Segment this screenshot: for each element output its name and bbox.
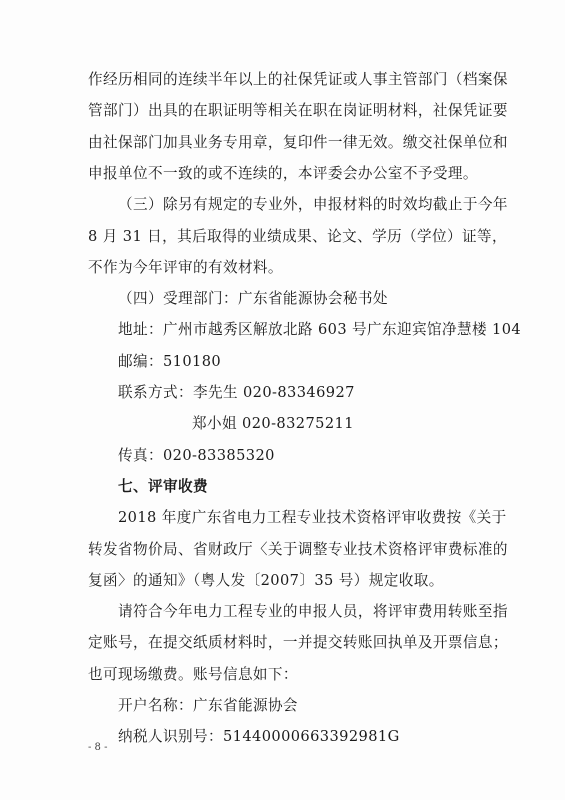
paragraph-line: 复函〉的通知》（粤人发〔2007〕35 号）规定收取。: [88, 571, 444, 589]
postcode-line: 邮编：510180: [118, 352, 222, 370]
contact-line-2: 郑小姐 020-83275211: [192, 415, 354, 433]
address-line: 地址：广州市越秀区解放北路 603 号广东迎宾馆净慧楼 104: [118, 321, 522, 339]
paragraph-line: 管部门）出具的在职证明等相关在职在岗证明材料，社保凭证要: [88, 102, 508, 120]
account-name-line: 开户名称：广东省能源协会: [118, 697, 298, 714]
paragraph-line: 申报单位不一致的或不连续的，本评委会办公室不予受理。: [88, 164, 478, 182]
paragraph-line: 不作为今年评审的有效材料。: [88, 258, 283, 276]
paragraph-line: （三）除另有规定的专业外，申报材料的时效均截止于今年: [118, 196, 508, 214]
paragraph-line: 转发省物价局、省财政厅〈关于调整专业技术资格评审费标准的: [88, 540, 508, 558]
paragraph-line: 定账号，在提交纸质材料时，一并提交转账回执单及开票信息；: [88, 634, 508, 652]
paragraph-line: 2018 年度广东省电力工程专业技术资格评审收费按《关于: [118, 509, 507, 527]
section-heading-4: （四）受理部门：广东省能源协会秘书处: [118, 290, 388, 308]
section-title-7: 七、评审收费: [118, 477, 208, 495]
paragraph-line: 请符合今年电力工程专业的申报人员，将评审费用转账至指: [118, 603, 508, 621]
paragraph-line: 8 月 31 日，其后取得的业绩成果、论文、学历（学位）证等，: [88, 227, 508, 245]
tax-id-line: 纳税人识别号：51440000663392981G: [118, 728, 400, 746]
contact-line-1: 联系方式：李先生 020-83346927: [118, 384, 355, 401]
paragraph-line: 由社保部门加具业务专用章，复印件一律无效。缴交社保单位和: [88, 133, 508, 151]
paragraph-line: 作经历相同的连续半年以上的社保凭证或人事主管部门（档案保: [88, 71, 508, 88]
fax-line: 传真：020-83385320: [118, 446, 275, 464]
paragraph-line: 也可现场缴费。账号信息如下：: [88, 665, 298, 683]
page-number: - 8 -: [88, 742, 108, 753]
